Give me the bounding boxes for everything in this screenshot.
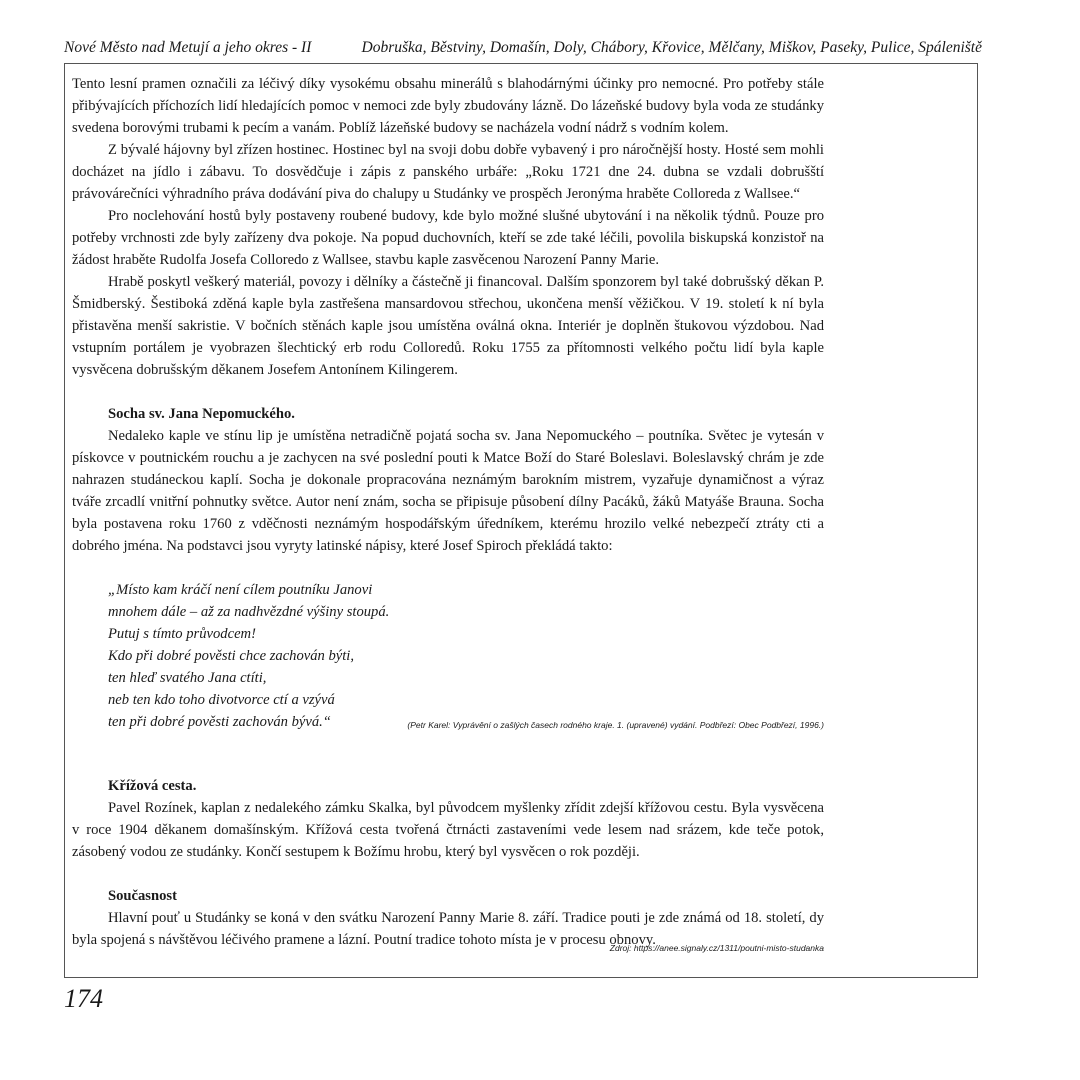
intro-paragraph-4: Hrabě poskytl veškerý materiál, povozy i dělníky a částečně ji financoval. Dalším sponzorem byl také dobrušský děkan P. Šmidberský. Šestiboká zděná kaple byla zastřešena mansardovou střechou, ukončena menší věžičkou. V 19. století k ní byla přistavěna menší sakristie. V bočních stěnách kaple jsou umístěna oválná okna. Interiér je doplněn štukovou výzdobou. Nad vstupním portálem je vyobrazen šlechtický erb rodu Colloredů. Roku 1755 za přítomnosti velkého počtu lidí byla kaple vysvěcena dobrušským děkanem Josefem Antonínem Kilingerem. — [72, 274, 824, 378]
page-content — [72, 73, 824, 953]
way-of-cross-paragraph: Pavel Rozínek, kaplan z nedalekého zámku Skalka, byl původcem myšlenky zřídit zdejší křížovou cestu. Byla vysvěcena v roce 1904 děkanem domašínským. Křížová cesta tvořená čtrnácti zastaveními vede lesem nad srázem, kde teče potok, zásobený vodou ze studánky. Končí sestupem k Božímu hrobu, který byl vysvěcen o rok později. — [72, 800, 824, 860]
poem-line: „Místo kam kráčí není cílem poutníku Janovi — [108, 582, 373, 598]
poem-line: mnohem dále – až za nadhvězdné výšiny stoupá. — [108, 604, 390, 620]
present-paragraph: Hlavní pouť u Studánky se koná v den svátku Narození Panny Marie 8. září. Tradice pouti je zde známá od 18. století, dy byla spojená s návštěvou léčivého pramene a lázní. Poutní tradice tohoto místa je v procesu obnovy. — [72, 910, 824, 948]
poem-line: Putuj s tímto průvodcem! — [108, 626, 256, 642]
poem-line: ten při dobré pověsti zachován bývá.“ — [108, 714, 331, 730]
intro-paragraph-3: Pro noclehování hostů byly postaveny roubené budovy, kde bylo možné slušné ubytování i na několik týdnů. Pouze pro potřeby vrchnosti zde byly zařízeny dva pokoje. Na popud duchovních, kteří se zde také léčili, povolila biskupská konzistoř na žádost hraběte Rudolfa Josefa Colloredo z Wallsee, stavbu kaple zasvěcenou Narození Panny Marie. — [72, 208, 824, 268]
intro-paragraph-2: Z bývalé hájovny byl zřízen hostinec. Hostinec byl na svoji dobu dobře vybavený i pro náročnější hosty. Hosté sem mohli docházet na jídlo i zábavu. To dosvědčuje i zápis z panského urbáře: „Roku 1721 dne 24. dubna se vzdali dobrušští právovárečníci výhradního práva dodávání piva do chalupy u Studánky ve prospěch Jeronýma hraběte Colloreda z Wallsee.“ — [72, 142, 824, 202]
poem-citation: (Petr Karel: Vyprávění o zašlých časech rodného kraje. 1. (upravené) vydání. Podbřezí: Obec Podbřezí, 1996.) — [407, 720, 824, 730]
intro-paragraph-1: Tento lesní pramen označili za léčivý díky vysokému obsahu minerálů s blahodárnými účinky pro nemocné. Pro potřeby stále přibývajících příchozích lidí hledajících pomoc v nemoci zde byly zbudovány lázně. Do lázeňské budovy byla voda ze studánky svedena borovými trubami k pecím a vanám. Poblíž lázeňské budovy se nacházela vodní nádrž s vodním kolem. — [72, 76, 824, 136]
poem-quote — [72, 579, 824, 733]
section-heading-way-of-cross: Křížová cesta. — [108, 778, 197, 794]
poem-line: neb ten kdo toho divotvorce ctí a vzývá — [108, 692, 335, 708]
header-chapter-places: Dobruška, Běstviny, Domašín, Doly, Chábory, Křovice, Mělčany, Miškov, Paseky, Pulice, Spáleniště — [361, 39, 982, 56]
statue-paragraph: Nedaleko kaple ve stínu lip je umístěna netradičně pojatá socha sv. Jana Nepomuckého – poutníka. Světec je vytesán v pískovce v poutnickém rouchu a je zachycen na své poslední pouti k Matce Boží do Staré Boleslavi. Boleslavský chrám je zde nahrazen studáneckou kaplí. Socha je dokonale propracována neznámým barokním mistrem, vyzařuje dynamičnost a výraz tváře zrcadlí vnitřní pohnutky světce. Autor není znám, socha se připisuje působení dílny Pacáků, žáků Matyáše Brauna. Socha byla postavena roku 1760 z vděčnosti neznámým hospodářským úředníkem, kterému hrozilo velké nebezpečí ztráty cti a dobrého jména. Na podstavci jsou vyryty latinské nápisy, které Josef Spiroch překládá takto: — [72, 428, 824, 554]
section-heading-present: Současnost — [108, 888, 177, 904]
page-number: 174 — [64, 984, 103, 1013]
header-book-title: Nové Město nad Metují a jeho okres - II — [64, 39, 312, 56]
poem-line: Kdo při dobré pověsti chce zachován býti, — [108, 648, 355, 664]
source-note: Zdroj: https://anee.signaly.cz/1311/poutni-misto-studanka — [609, 943, 824, 953]
section-heading-statue: Socha sv. Jana Nepomuckého. — [108, 406, 295, 422]
poem-line: ten hleď svatého Jana ctíti, — [108, 670, 267, 686]
